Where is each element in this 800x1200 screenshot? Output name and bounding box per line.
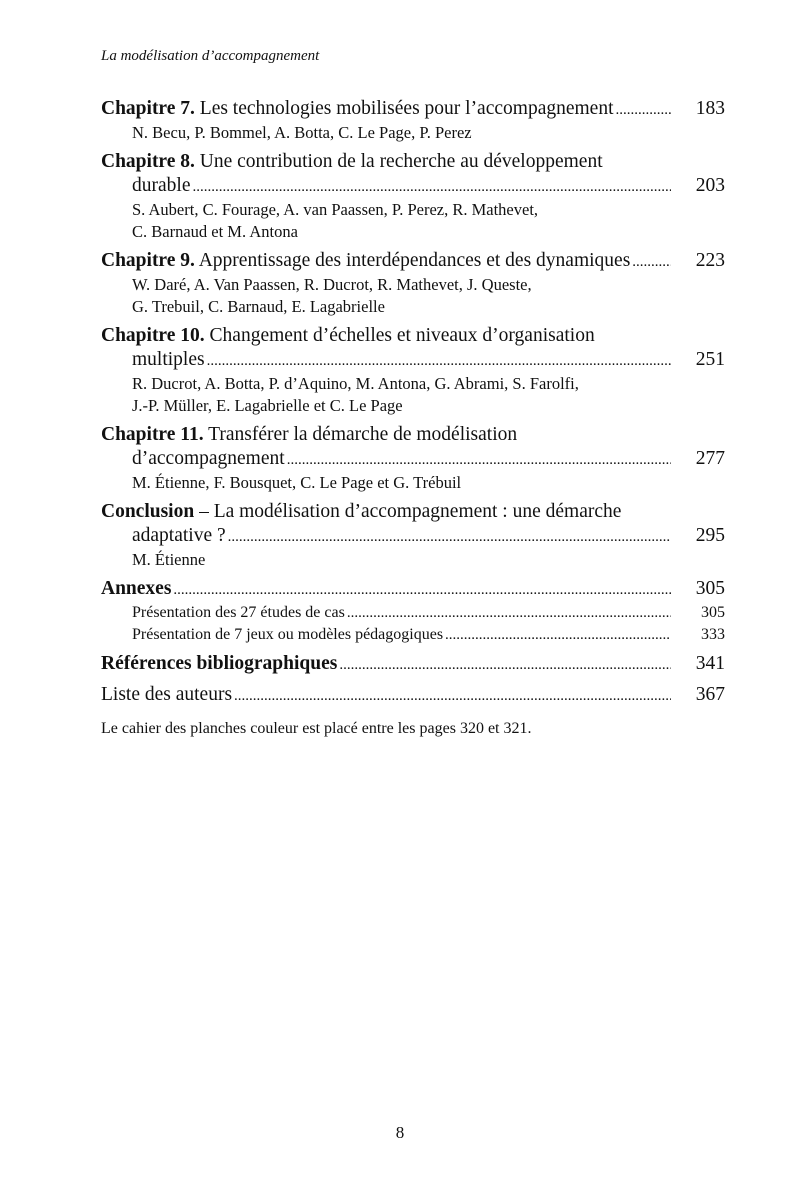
- running-head: La modélisation d’accompagnement: [101, 48, 320, 64]
- subentry-title: Présentation des 27 études de cas: [132, 604, 345, 621]
- page-number: 8: [395, 1123, 405, 1142]
- page-ref: 367: [695, 684, 725, 705]
- page-ref: 333: [701, 626, 725, 643]
- chapter-authors: G. Trebuil, C. Barnaud, E. Lagabrielle: [132, 297, 385, 316]
- page-ref: 277: [695, 448, 725, 469]
- chapter-title: Les technologies mobilisées pour l’accompagnement: [199, 98, 614, 119]
- table-of-contents: [101, 97, 725, 740]
- page-ref: 341: [695, 653, 725, 674]
- chapter-authors: M. Étienne: [132, 550, 206, 569]
- toc-subentry-etudes-de-cas[interactable]: [101, 602, 725, 624]
- chapter-authors: W. Daré, A. Van Paassen, R. Ducrot, R. Mathevet, J. Queste,: [132, 275, 532, 294]
- chapter-label: Chapitre 9.: [101, 250, 195, 271]
- chapter-authors: M. Étienne, F. Bousquet, C. Le Page et G. Trébuil: [132, 473, 462, 492]
- chapter-title: Une contribution de la recherche au développement: [199, 151, 603, 172]
- dot-leader: [192, 175, 671, 199]
- toc-entry-annexes[interactable]: [101, 577, 725, 646]
- chapter-authors: S. Aubert, C. Fourage, A. van Paassen, P. Perez, R. Mathevet,: [132, 200, 539, 219]
- page-ref: 305: [695, 578, 725, 599]
- chapter-title-continued: d’accompagnement: [132, 448, 285, 469]
- chapter-title-continued: durable: [132, 175, 191, 196]
- chapter-title: Changement d’échelles et niveaux d’organisation: [209, 325, 595, 346]
- dot-leader: [616, 98, 672, 122]
- page-ref: 183: [695, 98, 725, 119]
- dot-leader: [207, 349, 671, 373]
- section-label: Références bibliographiques: [101, 653, 338, 674]
- chapter-label: Conclusion: [101, 501, 195, 522]
- chapter-label: Chapitre 11.: [101, 424, 204, 445]
- chapter-label: Chapitre 10.: [101, 325, 205, 346]
- toc-entry-references[interactable]: [101, 652, 725, 677]
- dot-leader: [339, 653, 671, 677]
- page-ref: 251: [695, 349, 725, 370]
- page-ref: 295: [695, 525, 725, 546]
- color-plates-note: Le cahier des planches couleur est placé entre les pages 320 et 321.: [101, 720, 532, 737]
- chapter-title: – La modélisation d’accompagnement : une démarche: [199, 501, 622, 522]
- chapter-authors: J.-P. Müller, E. Lagabrielle et C. Le Page: [132, 396, 403, 415]
- toc-entry-chapitre-11[interactable]: [101, 423, 725, 494]
- chapter-authors: N. Becu, P. Bommel, A. Botta, C. Le Page, P. Perez: [132, 123, 472, 142]
- page-ref: 305: [701, 604, 725, 621]
- page-ref: 203: [695, 175, 725, 196]
- dot-leader: [347, 602, 671, 624]
- chapter-label: Chapitre 8.: [101, 151, 195, 172]
- chapter-title: Transférer la démarche de modélisation: [208, 424, 518, 445]
- dot-leader: [445, 624, 671, 646]
- dot-leader: [173, 578, 671, 602]
- toc-entry-chapitre-10[interactable]: [101, 324, 725, 417]
- chapter-authors: C. Barnaud et M. Antona: [132, 222, 298, 241]
- toc-entry-conclusion[interactable]: [101, 500, 725, 571]
- chapter-title: Apprentissage des interdépendances et des dynamiques: [198, 250, 631, 271]
- section-label: Liste des auteurs: [101, 684, 233, 705]
- toc-entry-chapitre-8[interactable]: [101, 150, 725, 243]
- dot-leader: [632, 250, 671, 274]
- toc-entry-liste-des-auteurs[interactable]: [101, 683, 725, 708]
- toc-entry-chapitre-7[interactable]: [101, 97, 725, 144]
- subentry-title: Présentation de 7 jeux ou modèles pédagogiques: [132, 626, 444, 643]
- chapter-authors: R. Ducrot, A. Botta, P. d’Aquino, M. Antona, G. Abrami, S. Farolfi,: [132, 374, 579, 393]
- dot-leader: [287, 448, 671, 472]
- toc-subentry-jeux-modeles[interactable]: [101, 624, 725, 646]
- page-ref: 223: [695, 250, 725, 271]
- toc-entry-chapitre-9[interactable]: [101, 249, 725, 318]
- chapter-title-continued: multiples: [132, 349, 205, 370]
- chapter-title-continued: adaptative ?: [132, 525, 226, 546]
- section-label: Annexes: [101, 578, 172, 599]
- dot-leader: [228, 525, 671, 549]
- chapter-label: Chapitre 7.: [101, 98, 195, 119]
- dot-leader: [234, 684, 671, 708]
